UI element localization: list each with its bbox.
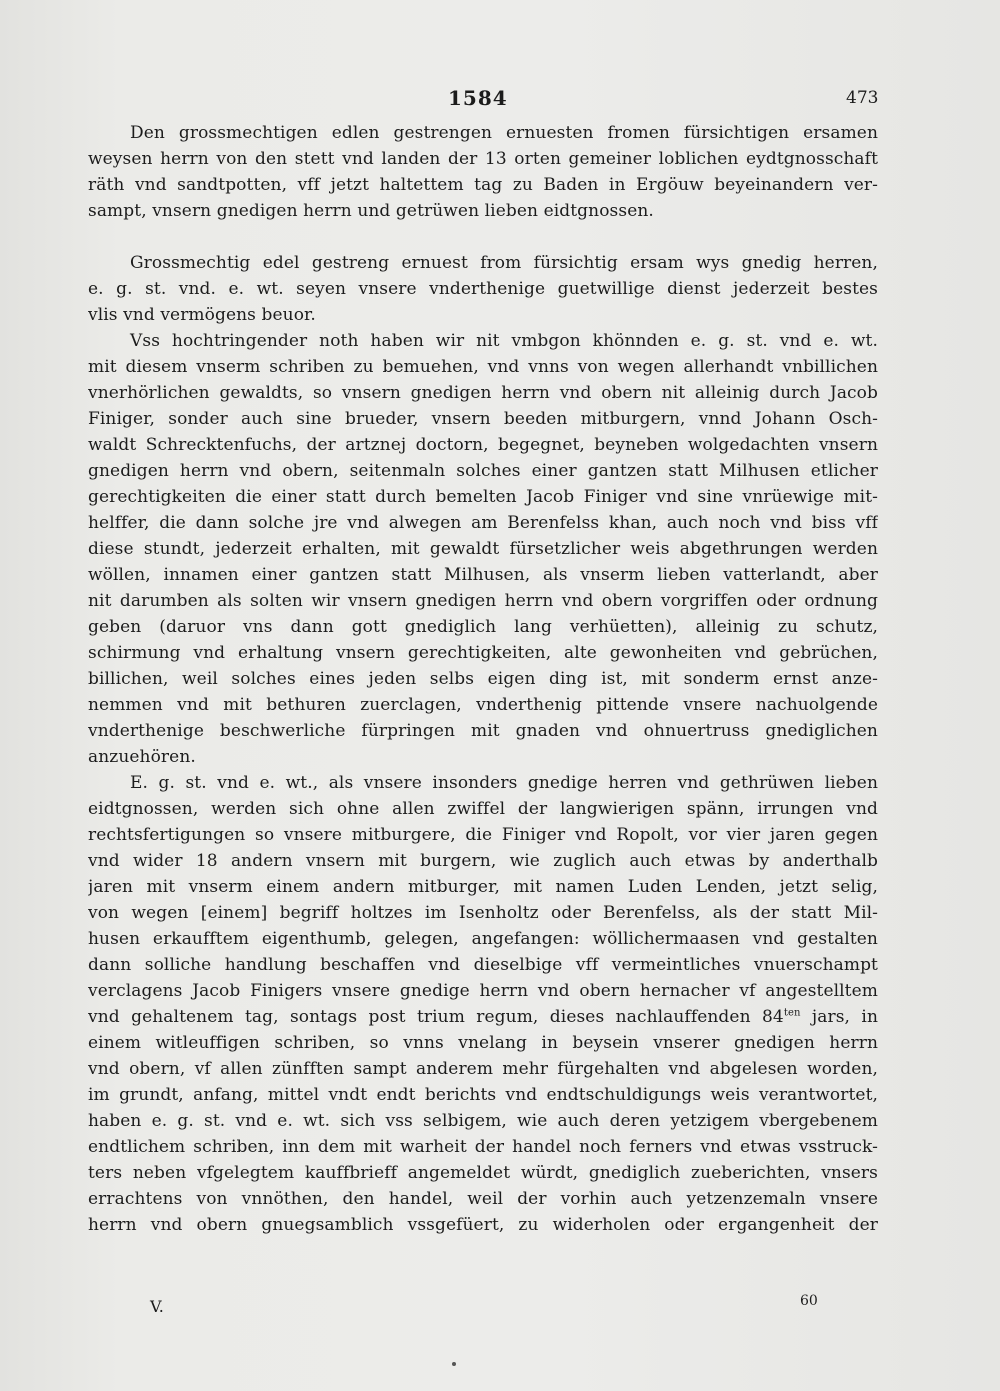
running-head-year: 1584 [448,86,508,110]
text-line: errachtens von vnnöthen, den handel, weil der vorhin auch yetzenzemaln vnsere [88,1189,878,1209]
text-line: vnerhörlichen gewaldts, so vnsern gnedigen herrn vnd obern nit alleinig durch Jacob [88,383,878,403]
text-line: diese stundt, jederzeit erhalten, mit gewaldt fürsetzlicher weis abgethrungen werden [88,539,878,559]
text-line: nemmen vnd mit bethuren zuerclagen, vnderthenig pittende vnsere nachuolgende [88,695,878,715]
text-line: von wegen [einem] begriff holtzes im Isenholtz oder Berenfelss, als der statt Mil- [88,903,878,923]
signature-mark-right: 60 [800,1293,818,1309]
text-line-with-superscript [88,1004,878,1030]
text-line: nit darumben als solten wir vnsern gnedigen herrn vnd obern vorgriffen oder ordnung [88,591,878,611]
text-line: eidtgnossen, werden sich ohne allen zwiffel der langwierigen spänn, irrungen vnd [88,799,878,819]
text-line: gerechtigkeiten die einer statt durch bemelten Jacob Finiger vnd sine vnrüewige mit- [88,487,878,507]
text-line: haben e. g. st. vnd e. wt. sich vss selbigem, wie auch deren yetzigem vbergebenem [88,1111,878,1131]
text-line: rechtsfertigungen so vnsere mitburgere, die Finiger vnd Ropolt, vor vier jaren gegen [88,825,878,845]
paragraph-gap [88,224,878,250]
address-line: Den grossmechtigen edlen gestrengen ernuesten fromen fürsichtigen ersamen [130,123,878,143]
text-line: dann solliche handlung beschaffen vnd dieselbige vff vermeintliches vnuerschampt [88,955,878,975]
text-line: schirmung vnd erhaltung vnsern gerechtigkeiten, alte gewonheiten vnd gebrüchen, [88,643,878,663]
page-header [0,86,1000,116]
page-footer [0,1293,1000,1323]
text-line: mit diesem vnserm schriben zu bemuehen, vnd vnns von wegen allerhandt vnbillichen [88,357,878,377]
text-line: vlis vnd vermögens beuor. [88,305,316,325]
text-line: husen erkaufftem eigenthumb, gelegen, angefangen: wöllichermaasen vnd gestalten [88,929,878,949]
text-line: ters neben vfgelegtem kauffbrieff angemeldet würdt, gnediglich zueberichten, vnsers [88,1163,878,1183]
text-line: vnd wider 18 andern vnsern mit burgern, wie zuglich auch etwas by anderthalb [88,851,878,871]
text-line: gnedigen herrn vnd obern, seitenmaln solches einer gantzen statt Milhusen etlicher [88,461,878,481]
address-line: sampt, vnsern gnedigen herrn und getrüwen lieben eidtgnossen. [88,201,654,221]
text-fragment: jars, in [800,1007,878,1027]
text-line: geben (daruor vns dann gott gnediglich lang verhüetten), alleinig zu schutz, [88,617,878,637]
signature-mark-left: V. [150,1297,164,1316]
text-line: herrn vnd obern gnuegsamblich vssgefüert, zu widerholen oder ergangenheit der [88,1215,878,1235]
text-line: im grundt, anfang, mittel vndt endt berichts vnd endtschuldigungs weis verantwortet, [88,1085,878,1105]
text-line: anzuehören. [88,747,196,767]
text-line: endtlichem schriben, inn dem mit warheit der handel noch ferners vnd etwas vsstruck- [88,1137,878,1157]
text-line: Grossmechtig edel gestreng ernuest from fürsichtig ersam wys gnedig herren, [130,253,878,273]
text-line: vnderthenige beschwerliche fürpringen mit gnaden vnd ohnuertruss gnediglichen [88,721,878,741]
text-line: verclagens Jacob Finigers vnsere gnedige herrn vnd obern hernacher vf angestelltem [88,981,878,1001]
text-line: Vss hochtringender noth haben wir nit vmbgon khönnden e. g. st. vnd e. wt. [130,331,878,351]
address-line: weysen herrn von den stett vnd landen der 13 orten gemeiner loblichen eydtgnosschaft [88,149,878,169]
text-line [88,1238,878,1264]
text-line: wöllen, innamen einer gantzen statt Milhusen, als vnserm lieben vatterlandt, aber [88,565,878,585]
page-number: 473 [846,88,879,108]
text-line: vnd obern, vf allen zünfften sampt anderem mehr fürgehalten vnd abgelesen worden, [88,1059,878,1079]
text-line: e. g. st. vnd. e. wt. seyen vnsere vnderthenige guetwillige dienst jederzeit bestes [88,279,878,299]
text-line: Finiger, sonder auch sine brueder, vnsern beeden mitburgern, vnnd Johann Osch- [88,409,878,429]
text-line: helffer, die dann solche jre vnd alwegen am Berenfelss khan, auch noch vnd biss vff [88,513,878,533]
text-line: waldt Schrecktenfuchs, der artznej doctorn, begegnet, beyneben wolgedachten vnsern [88,435,878,455]
text-line: E. g. st. vnd e. wt., als vnsere insonders gnedige herren vnd gethrüwen lieben [130,773,878,793]
print-speck [452,1362,456,1366]
text-fragment: vnd gehaltenem tag, sontags post trium regum, dieses nachlauffenden 84 [88,1007,784,1027]
text-line: billichen, weil solches eines jeden selbs eigen ding ist, mit sonderm ernst anze- [88,669,878,689]
text-line: jaren mit vnserm einem andern mitburger, mit namen Luden Lenden, jetzt selig, [88,877,878,897]
text-line: einem witleuffigen schriben, so vnns vnelang in beysein vnserer gnedigen herrn [88,1033,878,1053]
address-line: räth vnd sandtpotten, vff jetzt haltettem tag zu Baden in Ergöuw beyeinandern ver- [88,175,878,195]
body-text [88,120,878,1264]
superscript-mark: ten [783,1007,801,1019]
